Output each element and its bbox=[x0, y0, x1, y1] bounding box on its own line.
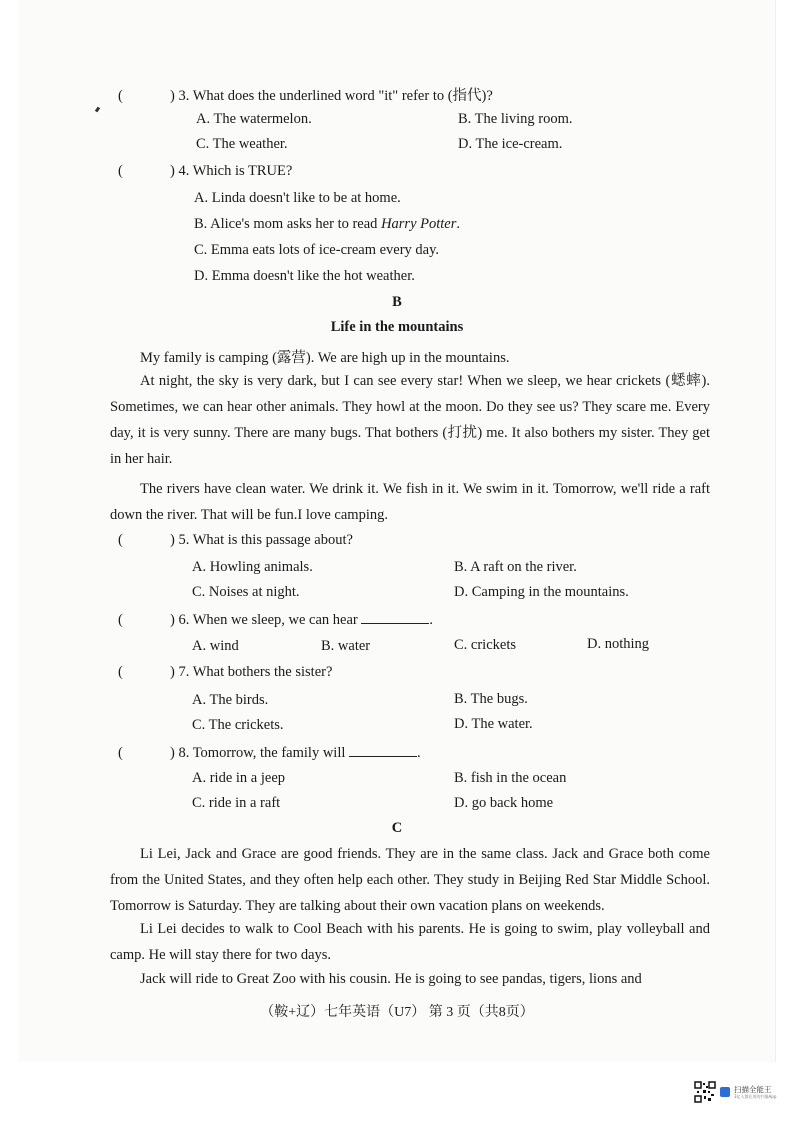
q7-option-b: B. The bugs. bbox=[454, 691, 528, 707]
scanner-logo-icon bbox=[720, 1087, 730, 1097]
question-5 bbox=[118, 532, 353, 549]
q6-option-b: B. water bbox=[321, 638, 371, 654]
passage-c-para-2: Li Lei decides to walk to Cool Beach with his parents. He is going to swim, play volleyball and camp. He will stay there for two days. bbox=[110, 921, 710, 963]
answer-paren: ( bbox=[118, 88, 123, 104]
question-6-end: . bbox=[429, 612, 433, 628]
q4-option-b-end: . bbox=[456, 216, 460, 232]
q6-option-d: D. nothing bbox=[587, 636, 650, 652]
answer-paren: ( bbox=[118, 532, 123, 548]
question-3-text: ) 3. What does the underlined word "it" refer to (指代)? bbox=[170, 88, 493, 104]
q7-option-d: D. The water. bbox=[454, 716, 533, 732]
q6-option-a: A. wind bbox=[192, 638, 239, 654]
book-title: Harry Potter bbox=[381, 216, 457, 232]
q7-option-a: A. The birds. bbox=[192, 692, 269, 708]
q4-option-a: A. Linda doesn't like to be at home. bbox=[194, 190, 401, 206]
q3-option-d: D. The ice-cream. bbox=[458, 136, 563, 152]
question-7-text: ) 7. What bothers the sister? bbox=[170, 664, 333, 680]
scanner-watermark bbox=[694, 1081, 776, 1103]
q5-option-a: A. Howling animals. bbox=[192, 559, 313, 575]
question-4 bbox=[118, 163, 292, 180]
answer-paren: ( bbox=[118, 745, 123, 761]
page-footer: （鞍+辽）七年英语（U7） 第 3 页（共8页） bbox=[260, 1005, 534, 1020]
section-b-title: Life in the mountains bbox=[330, 319, 464, 335]
q8-option-d: D. go back home bbox=[454, 795, 554, 811]
answer-blank bbox=[361, 611, 429, 624]
answer-paren: ( bbox=[118, 664, 123, 680]
q4-option-b bbox=[194, 216, 460, 233]
q4-option-d: D. Emma doesn't like the hot weather. bbox=[194, 268, 415, 284]
section-c-letter: C bbox=[391, 820, 403, 836]
q8-option-b: B. fish in the ocean bbox=[454, 770, 567, 786]
question-8-text: ) 8. Tomorrow, the family will bbox=[170, 745, 346, 761]
q4-option-c: C. Emma eats lots of ice-cream every day. bbox=[194, 242, 440, 258]
question-6 bbox=[118, 611, 433, 629]
passage-c-para-3: Jack will ride to Great Zoo with his cousin. He is going to see pandas, tigers, lions and bbox=[140, 971, 642, 987]
question-5-text: ) 5. What is this passage about? bbox=[170, 532, 353, 548]
question-8 bbox=[118, 744, 421, 762]
scanner-sub: 3亿人都在用的扫描App bbox=[734, 1094, 777, 1099]
scanner-label: 扫描全能王 bbox=[734, 1085, 772, 1094]
passage-b-para-3: The rivers have clean water. We drink it. We fish in it. We swim in it. Tomorrow, we'll ride a raft down the river. That will be fun.I love camping. bbox=[110, 481, 710, 523]
passage-b-para-2: At night, the sky is very dark, but I can see every star! When we sleep, we hear crickets (蟋蟀). Sometimes, we can hear other animals. They howl at the moon. Do they see us? They scare me. Every day, it is very sunny. There are many bugs. That bothers (打扰) me. It also bothers my sister. They get in her hair. bbox=[110, 373, 710, 467]
passage-b-para-1: My family is camping (露营). We are high up in the mountains. bbox=[140, 350, 510, 366]
passage-c-para-1: Li Lei, Jack and Grace are good friends. They are in the same class. Jack and Grace both come from the United States, and they often help each other. They study in Beijing Red Star Middle School. Tomorrow is Saturday. They are talking about their own vacation plans on weekends. bbox=[110, 846, 710, 914]
q5-option-b: B. A raft on the river. bbox=[454, 559, 577, 575]
q5-option-c: C. Noises at night. bbox=[192, 584, 300, 600]
q5-option-d: D. Camping in the mountains. bbox=[454, 584, 629, 600]
section-b-letter: B bbox=[392, 294, 402, 310]
q8-option-c: C. ride in a raft bbox=[192, 795, 281, 811]
q4-option-b-text: B. Alice's mom asks her to read bbox=[194, 216, 382, 232]
qr-code-icon bbox=[694, 1081, 716, 1103]
answer-paren: ( bbox=[118, 612, 123, 628]
question-4-text: ) 4. Which is TRUE? bbox=[170, 163, 293, 179]
question-8-end: . bbox=[417, 745, 421, 761]
q7-option-c: C. The crickets. bbox=[192, 717, 284, 733]
q8-option-a: A. ride in a jeep bbox=[192, 770, 286, 786]
q6-option-c: C. crickets bbox=[454, 637, 517, 653]
q3-option-c: C. The weather. bbox=[196, 136, 288, 152]
answer-paren: ( bbox=[118, 163, 123, 179]
question-3 bbox=[118, 84, 493, 105]
q3-option-a: A. The watermelon. bbox=[196, 111, 312, 127]
question-6-text: ) 6. When we sleep, we can hear bbox=[170, 612, 358, 628]
question-7 bbox=[118, 664, 332, 681]
q3-option-b: B. The living room. bbox=[458, 111, 573, 127]
answer-blank bbox=[349, 744, 417, 757]
